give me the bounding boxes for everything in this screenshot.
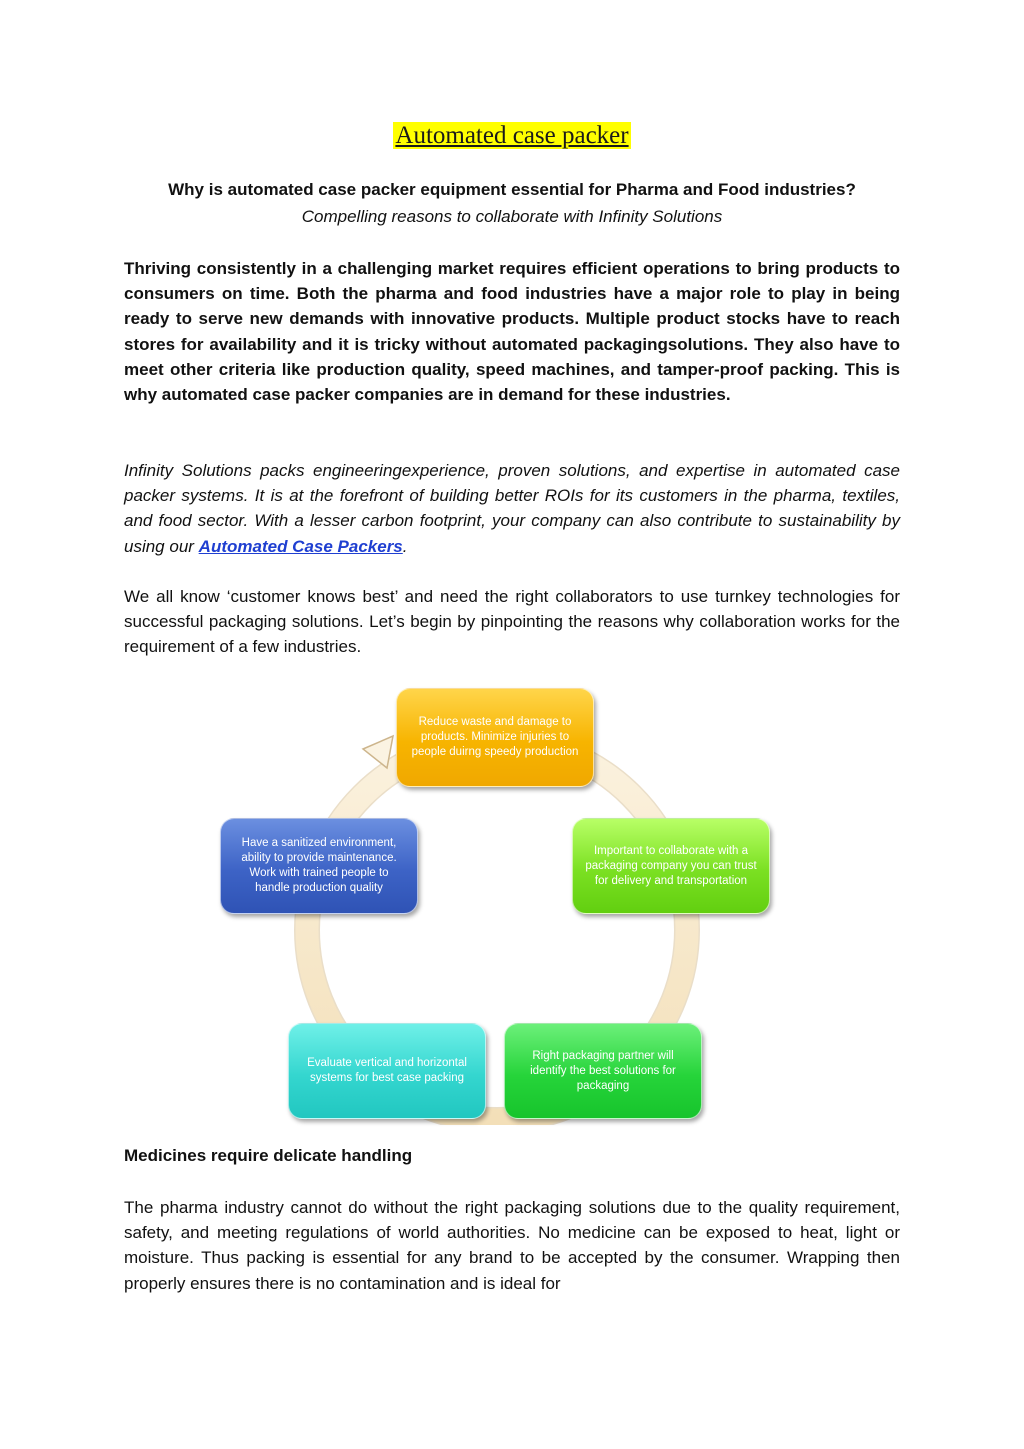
infinity-paragraph-text: Infinity Solutions packs engineeringexperience, proven solutions, and expertise in automated case packer systems. It is at the forefront of building better ROIs for its customers in the pharma, textiles, and food sector. With a lesser carbon footprint, your company can also contribute to sustainability by using our bbox=[124, 461, 900, 556]
tagline: Compelling reasons to collaborate with Infinity Solutions bbox=[301, 207, 723, 226]
automated-case-packers-link[interactable]: Automated Case Packers bbox=[198, 536, 403, 556]
pharma-paragraph: The pharma industry cannot do without the right packaging solutions due to the quality requirement, safety, and meeting regulations of world authorities. No medicine can be exposed to heat, light or moisture. Thus packing is essential for any brand to be accepted by the consumer. Wrapping then properly ensures there is no contamination and is ideal for bbox=[124, 1198, 900, 1293]
infinity-paragraph-end: . bbox=[402, 536, 408, 556]
infinity-paragraph bbox=[124, 458, 900, 559]
cycle-node-right-partner: Right packaging partner will identify the best solutions for packaging bbox=[504, 1023, 702, 1119]
cycle-node-evaluate-systems: Evaluate vertical and horizontal systems for best case packing bbox=[288, 1023, 486, 1119]
cycle-node-reduce-waste: Reduce waste and damage to products. Minimize injuries to people duirng speedy production bbox=[396, 688, 594, 787]
section-heading: Medicines require delicate handling bbox=[124, 1146, 413, 1165]
cycle-node-collaborate: Important to collaborate with a packaging company you can trust for delivery and transportation bbox=[572, 818, 770, 914]
subtitle: Why is automated case packer equipment essential for Pharma and Food industries? bbox=[168, 180, 856, 199]
intro-paragraph: Thriving consistently in a challenging market requires efficient operations to bring products to consumers on time. Both the pharma and food industries have a major role to play in being ready to serve new demands with innovative products. Multiple product stocks have to reach stores for availability and it is tricky without automated packagingsolutions. They also have to meet other criteria like production quality, speed machines, and tamper-proof packing. This is why automated case packer companies are in demand for these industries. bbox=[124, 259, 900, 405]
cycle-node-sanitized-environment: Have a sanitized environment, ability to provide maintenance. Work with trained people to handle production quality bbox=[220, 818, 418, 914]
collaboration-paragraph: We all know ‘customer knows best’ and need the right collaborators to use turnkey technologies for successful packaging solutions. Let’s begin by pinpointing the reasons why collaboration works for the requirement of a few industries. bbox=[124, 587, 900, 657]
cycle-diagram bbox=[215, 685, 785, 1125]
document-title: Automated case packer bbox=[395, 122, 629, 149]
ring-arrowhead-icon bbox=[363, 736, 393, 768]
title-wrap bbox=[0, 122, 1024, 150]
